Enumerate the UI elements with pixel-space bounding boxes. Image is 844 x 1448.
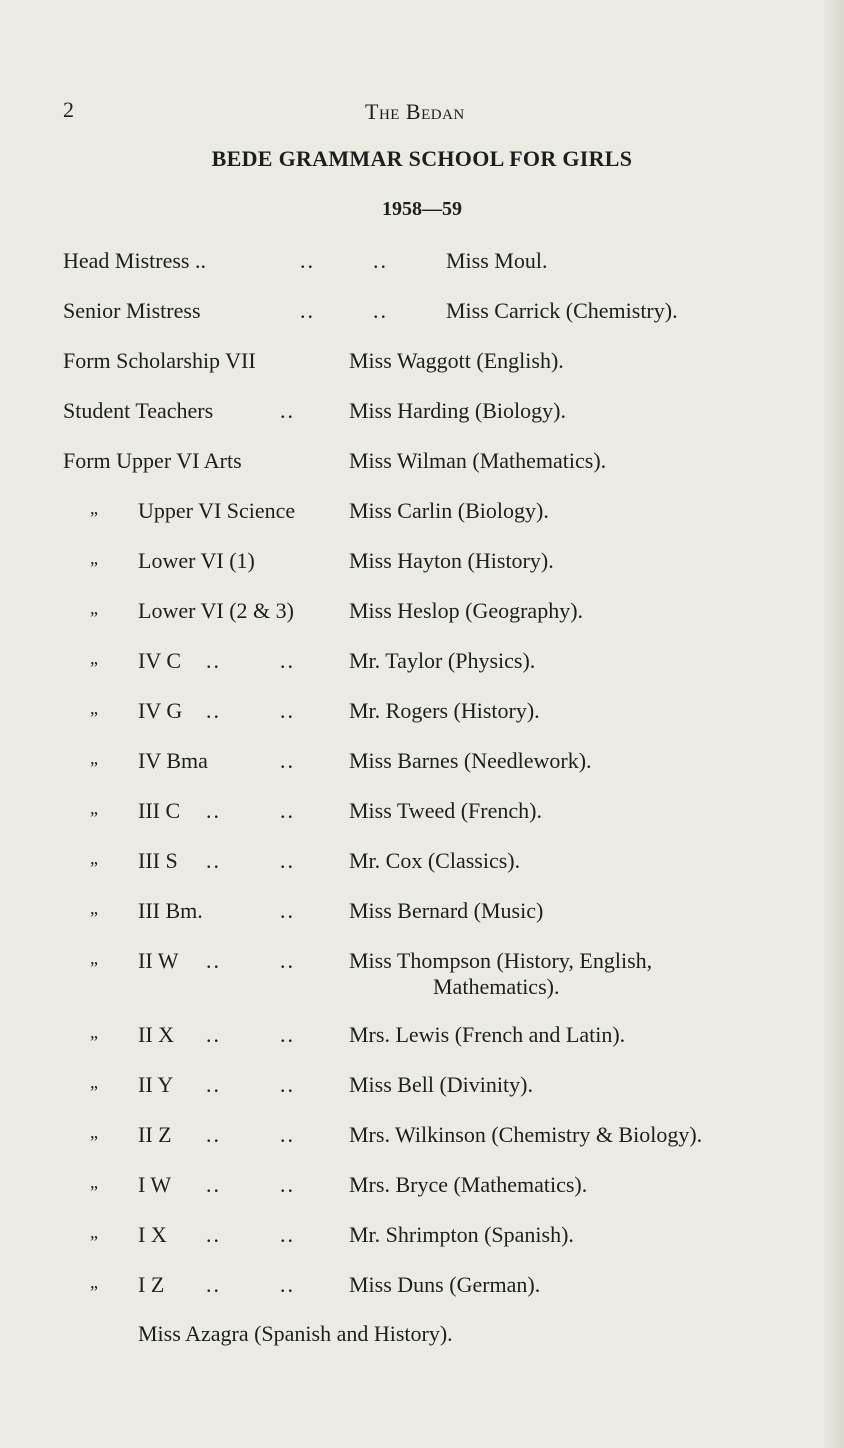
form-name: II X — [138, 1022, 175, 1047]
ditto-mark: „ — [90, 1072, 98, 1092]
teacher-name: Miss Tweed (French). — [349, 798, 542, 823]
leader-dots: .. — [280, 648, 295, 673]
leader-dots: .. — [373, 248, 388, 273]
ditto-mark: „ — [90, 698, 98, 718]
form-name: II Z — [138, 1122, 172, 1147]
form-name: IV G — [138, 698, 183, 723]
leader-dots: .. — [280, 748, 295, 773]
form-name: IV C — [138, 648, 181, 673]
teacher-name: Miss Carlin (Biology). — [349, 498, 549, 523]
staff-role: Head Mistress .. — [63, 248, 206, 273]
ditto-mark: „ — [90, 1172, 98, 1192]
staff-role: Form Scholarship VII — [63, 348, 256, 373]
leader-dots: .. — [280, 1022, 295, 1047]
ditto-mark: „ — [90, 1272, 98, 1292]
teacher-name: Mr. Rogers (History). — [349, 698, 540, 723]
leader-dots: .. — [280, 798, 295, 823]
leader-dots: .. — [280, 1072, 295, 1097]
leader-dots: .. — [206, 1272, 221, 1297]
leader-dots: .. — [206, 648, 221, 673]
ditto-mark: „ — [90, 548, 98, 568]
leader-dots: .. — [206, 1172, 221, 1197]
leader-dots: .. — [206, 698, 221, 723]
form-name: I W — [138, 1172, 172, 1197]
running-title: The Bedan — [365, 99, 465, 124]
teacher-name: Miss Heslop (Geography). — [349, 598, 584, 623]
form-name: III C — [138, 798, 181, 823]
form-name: Lower VI (2 & 3) — [138, 598, 294, 623]
form-name: II W — [138, 948, 179, 973]
teacher-name: Miss Duns (German). — [349, 1272, 541, 1297]
leader-dots: .. — [373, 298, 388, 323]
leader-dots: .. — [206, 1022, 221, 1047]
form-name: I Z — [138, 1272, 165, 1297]
teacher-name: Miss Bernard (Music) — [349, 898, 544, 923]
ditto-mark: „ — [90, 1122, 98, 1142]
leader-dots: .. — [280, 1272, 295, 1297]
leader-dots: .. — [206, 848, 221, 873]
teacher-name: Mr. Cox (Classics). — [349, 848, 521, 873]
form-name: IV Bma — [138, 748, 208, 773]
teacher-name: Mrs. Lewis (French and Latin). — [349, 1022, 626, 1047]
leader-dots: .. — [206, 1072, 221, 1097]
ditto-mark: „ — [90, 848, 98, 868]
ditto-mark: „ — [90, 948, 98, 968]
staff-name: Miss Wilman (Mathematics). — [349, 448, 607, 473]
leader-dots: .. — [300, 248, 315, 273]
staff-role: Form Upper VI Arts — [63, 448, 242, 473]
teacher-name: Mr. Shrimpton (Spanish). — [349, 1222, 574, 1247]
staff-name: Miss Moul. — [446, 248, 548, 273]
teacher-name: Miss Barnes (Needlework). — [349, 748, 592, 773]
form-name: Lower VI (1) — [138, 548, 255, 573]
teacher-name: Miss Hayton (History). — [349, 548, 554, 573]
leader-dots: .. — [206, 1222, 221, 1247]
ditto-mark: „ — [90, 798, 98, 818]
teacher-name: Miss Thompson (History, English, — [349, 948, 653, 973]
ditto-mark: „ — [90, 898, 98, 918]
form-name: III S — [138, 848, 178, 873]
form-name: III Bm. — [138, 898, 203, 923]
staff-name: Miss Harding (Biology). — [349, 398, 566, 423]
leader-dots: .. — [206, 798, 221, 823]
leader-dots: .. — [280, 1122, 295, 1147]
ditto-mark: „ — [90, 748, 98, 768]
leader-dots: .. — [300, 298, 315, 323]
teacher-name: Mrs. Wilkinson (Chemistry & Biology). — [349, 1122, 703, 1147]
leader-dots: .. — [280, 398, 295, 423]
teacher-name: Miss Bell (Divinity). — [349, 1072, 533, 1097]
staff-name: Miss Waggott (English). — [349, 348, 564, 373]
leader-dots: .. — [206, 1122, 221, 1147]
form-name: II Y — [138, 1072, 174, 1097]
leader-dots: .. — [280, 698, 295, 723]
page-number: 2 — [63, 97, 74, 122]
ditto-mark: „ — [90, 1222, 98, 1242]
teacher-name: Mrs. Bryce (Mathematics). — [349, 1172, 588, 1197]
staff-name: Miss Carrick (Chemistry). — [446, 298, 678, 323]
ditto-mark: „ — [90, 648, 98, 668]
ditto-mark: „ — [90, 498, 98, 518]
page-title: BEDE GRAMMAR SCHOOL FOR GIRLS — [211, 146, 633, 171]
ditto-mark: „ — [90, 598, 98, 618]
form-name: Upper VI Science — [138, 498, 296, 523]
form-name: I X — [138, 1222, 167, 1247]
leader-dots: .. — [280, 1222, 295, 1247]
leader-dots: .. — [280, 948, 295, 973]
leader-dots: .. — [280, 848, 295, 873]
leader-dots: .. — [280, 1172, 295, 1197]
leader-dots: .. — [206, 948, 221, 973]
leader-dots: .. — [280, 898, 295, 923]
ditto-mark: „ — [90, 1022, 98, 1042]
teacher-name-continued: Mathematics). — [433, 974, 560, 999]
footer-staff-line: Miss Azagra (Spanish and History). — [138, 1321, 453, 1346]
teacher-name: Mr. Taylor (Physics). — [349, 648, 536, 673]
staff-role: Senior Mistress — [63, 298, 201, 323]
staff-role: Student Teachers — [63, 398, 214, 423]
school-year: 1958—59 — [382, 198, 462, 220]
